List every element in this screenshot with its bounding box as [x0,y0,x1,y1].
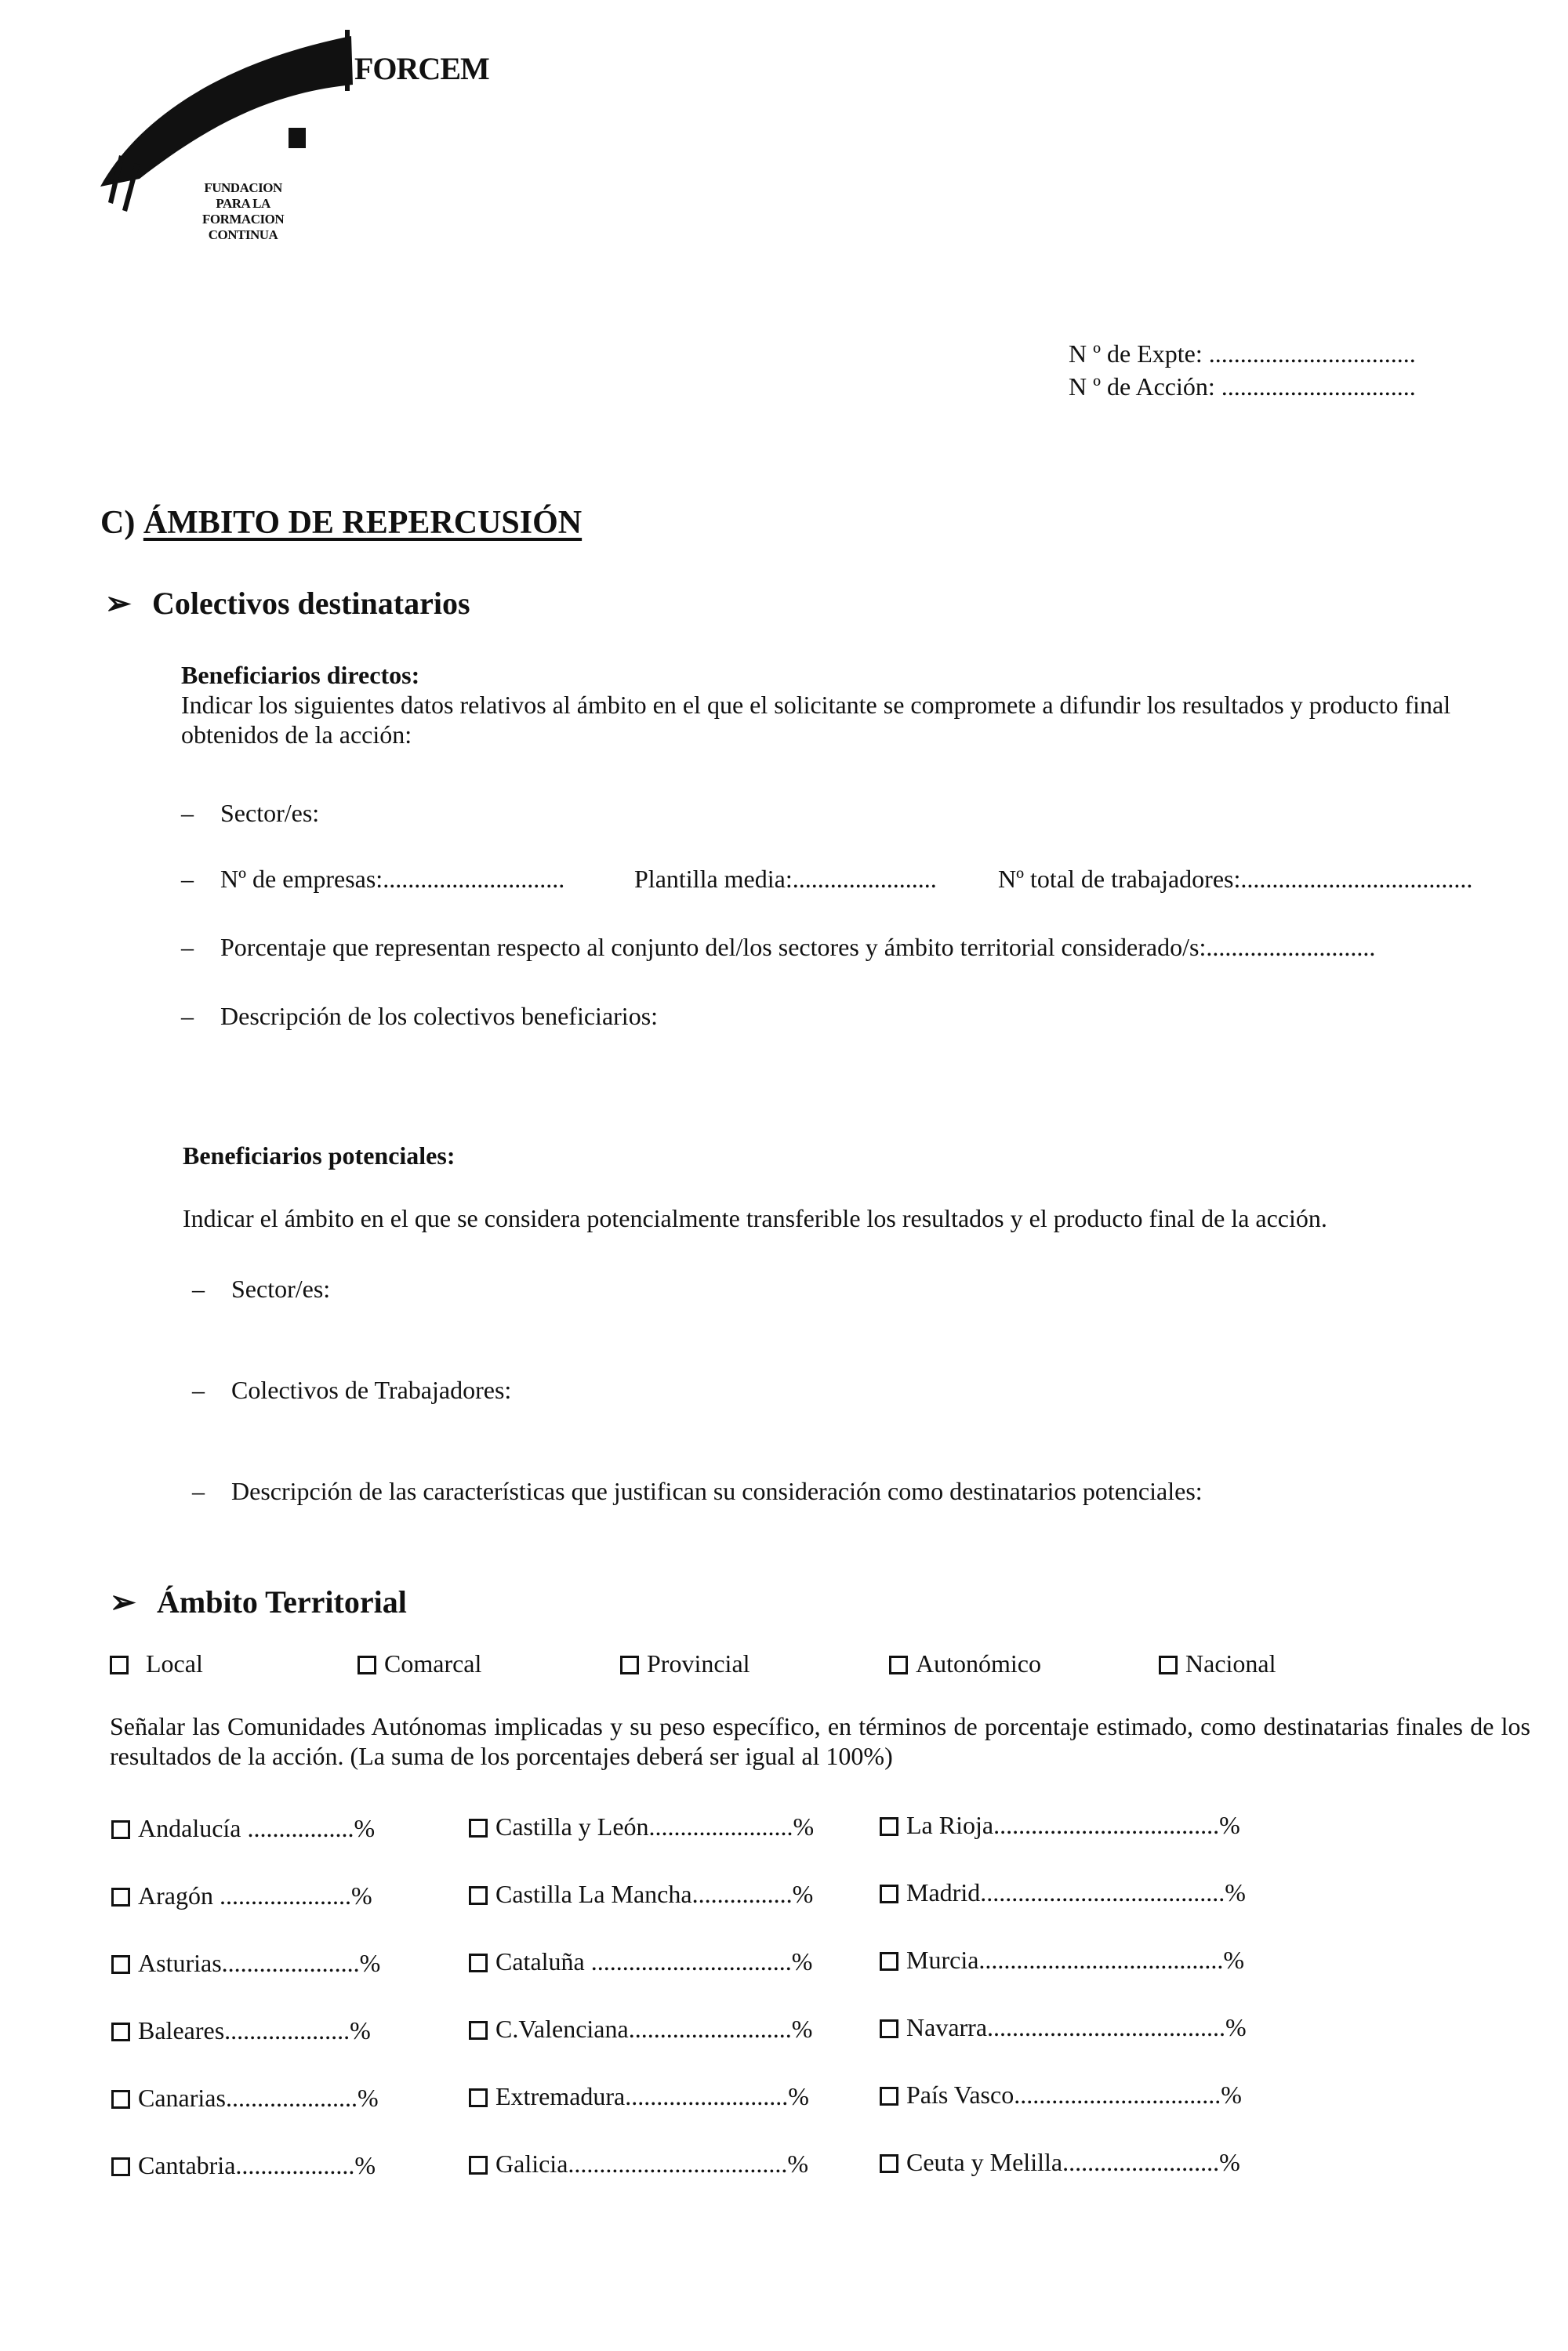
checkbox-icon[interactable] [889,1656,908,1674]
potenciales-sector[interactable] [192,1274,330,1304]
option-comarcal[interactable] [358,1649,481,1678]
accion-field[interactable]: N º de Acción: ............................... [1069,372,1416,401]
region-castilla-la-mancha[interactable] [469,1880,813,1909]
directos-porcentaje[interactable] [181,932,1375,962]
expte-field[interactable]: N º de Expte: ................................. [1069,339,1416,368]
logo-subtitle-line: FORMACION [202,212,285,227]
region-label: C.Valenciana..........................% [495,2015,813,2043]
section-title-text: ÁMBITO DE REPERCUSIÓN [143,505,583,541]
region-label: Navarra......................................% [906,2013,1247,2041]
checkbox-icon[interactable] [880,1952,898,1971]
logo-subtitle-line: PARA LA [216,196,270,211]
potenciales-title: Beneficiarios potenciales: [183,1141,456,1170]
logo-subtitle [202,180,284,243]
region-castilla-leon[interactable] [469,1812,814,1841]
region-label: Asturias......................% [138,1949,381,1977]
option-label: Provincial [647,1649,750,1678]
checkbox-icon[interactable] [469,2021,488,2040]
colectivos-heading [105,585,470,622]
region-label: Cantabria...................% [138,2151,376,2179]
potenciales-descripcion-label: Descripción de las características que justifican su consideración como destinatarios potenciales: [231,1477,1203,1505]
dash-bullet: – [192,1376,205,1404]
region-asturias[interactable] [111,1949,380,1978]
descripcion-label: Descripción de los colectivos beneficiarios: [220,1002,659,1030]
checkbox-icon[interactable] [620,1656,639,1674]
checkbox-icon[interactable] [111,2157,130,2176]
region-label: Andalucía .................% [138,1814,376,1842]
region-madrid[interactable] [880,1878,1246,1907]
region-cataluna[interactable] [469,1947,812,1976]
region-extremadura[interactable] [469,2082,809,2111]
logo-name: FORCEM [354,51,489,86]
region-label: Canarias.....................% [138,2084,379,2112]
potenciales-descripcion[interactable] [192,1476,1203,1506]
checkbox-icon[interactable] [880,2019,898,2038]
n-trabajadores-field[interactable]: Nº total de trabajadores:..................................... [998,865,1473,893]
region-label: Cataluña ................................% [495,1947,813,1975]
potenciales-text: Indicar el ámbito en el que se considera potencialmente transferible los resultados y el producto final de la acción. [183,1204,1327,1232]
region-navarra[interactable] [880,2013,1247,2042]
option-provincial[interactable] [620,1649,750,1678]
dash-bullet: – [181,1002,194,1030]
option-autonomico[interactable] [889,1649,1041,1678]
region-label: Ceuta y Melilla.........................% [906,2148,1240,2176]
option-label: Comarcal [384,1649,482,1678]
region-label: Castilla La Mancha................% [495,1880,814,1908]
checkbox-icon[interactable] [880,1817,898,1836]
region-label: La Rioja....................................% [906,1811,1240,1839]
region-aragon[interactable] [111,1881,372,1910]
checkbox-icon[interactable] [469,1954,488,1972]
colectivos-heading-text: Colectivos destinatarios [152,586,470,621]
region-andalucia[interactable] [111,1814,375,1843]
directos-empresas[interactable] [181,864,564,894]
option-local[interactable] [110,1649,203,1678]
plantilla-field[interactable]: Plantilla media:....................... [634,865,937,893]
checkbox-icon[interactable] [111,1888,130,1907]
directos-descripcion[interactable] [181,1001,658,1031]
dash-bullet: – [192,1275,205,1303]
checkbox-icon[interactable] [469,1819,488,1838]
section-title [100,504,582,542]
checkbox-icon[interactable] [880,1885,898,1903]
checkbox-icon[interactable] [880,2087,898,2106]
checkbox-icon[interactable] [469,2088,488,2107]
potenciales-sector-label: Sector/es: [231,1275,331,1303]
checkbox-icon[interactable] [1159,1656,1178,1674]
checkbox-icon[interactable] [110,1656,129,1674]
option-nacional[interactable] [1159,1649,1276,1678]
option-label: Local [146,1649,203,1678]
region-label: Baleares....................% [138,2016,371,2044]
dash-bullet: – [181,799,194,827]
dash-bullet: – [181,933,194,961]
porcentaje-field[interactable]: Porcentaje que representan respecto al conjunto del/los sectores y ámbito territorial considerado/s:........................... [220,933,1376,961]
region-c-valenciana[interactable] [469,2015,812,2044]
checkbox-icon[interactable] [111,2090,130,2109]
region-ceuta-melilla[interactable] [880,2148,1240,2177]
region-baleares[interactable] [111,2016,371,2045]
region-label: Extremadura..........................% [495,2082,809,2110]
directos-sector[interactable] [181,798,319,828]
directos-title: Beneficiarios directos: [181,661,420,689]
directos-text: Indicar los siguientes datos relativos al ámbito en el que el solicitante se compromete a difundir los resultados y producto final obtenidos de la acción: [181,691,1451,749]
checkbox-icon[interactable] [358,1656,376,1674]
region-canarias[interactable] [111,2084,379,2113]
section-prefix: C) [100,505,143,541]
logo-subtitle-line: CONTINUA [208,227,278,242]
logo-subtitle-line: FUNDACION [204,180,282,195]
region-label: Murcia.......................................% [906,1946,1245,1974]
checkbox-icon[interactable] [111,1820,130,1839]
checkbox-icon[interactable] [111,2023,130,2041]
arrow-right-icon: ➢ [110,1584,136,1620]
region-label: País Vasco.................................% [906,2081,1242,2109]
region-label: Castilla y León.......................% [495,1812,815,1841]
ambito-instructions: Señalar las Comunidades Autónomas implicadas y su peso específico, en términos de porcentaje estimado, como destinatarias finales de los resultados de la acción. (La suma de los porcentajes deberá ser igual al 100%) [110,1712,1530,1770]
region-la-rioja[interactable] [880,1811,1240,1840]
option-label: Autonómico [916,1649,1041,1678]
dash-bullet: – [181,865,194,893]
ambito-heading-text: Ámbito Territorial [157,1584,407,1620]
region-cantabria[interactable] [111,2151,376,2180]
checkbox-icon[interactable] [469,1886,488,1905]
dash-bullet: – [192,1477,205,1505]
region-label: Galicia...................................% [495,2150,809,2178]
region-murcia[interactable] [880,1946,1244,1975]
checkbox-icon[interactable] [880,2154,898,2173]
region-label: Madrid.......................................% [906,1878,1246,1907]
reference-fields [1069,337,1416,403]
directos-sector-label: Sector/es: [220,799,320,827]
arrow-right-icon: ➢ [105,586,132,621]
n-empresas-field[interactable]: Nº de empresas:............................. [220,865,565,893]
region-label: Aragón .....................% [138,1881,372,1910]
option-label: Nacional [1185,1649,1276,1678]
potenciales-colectivos-label: Colectivos de Trabajadores: [231,1376,512,1404]
region-pais-vasco[interactable] [880,2081,1242,2110]
potenciales-colectivos[interactable] [192,1375,511,1405]
ambito-heading [110,1584,407,1620]
checkbox-icon[interactable] [111,1955,130,1974]
checkbox-icon[interactable] [469,2156,488,2175]
region-galicia[interactable] [469,2150,808,2179]
